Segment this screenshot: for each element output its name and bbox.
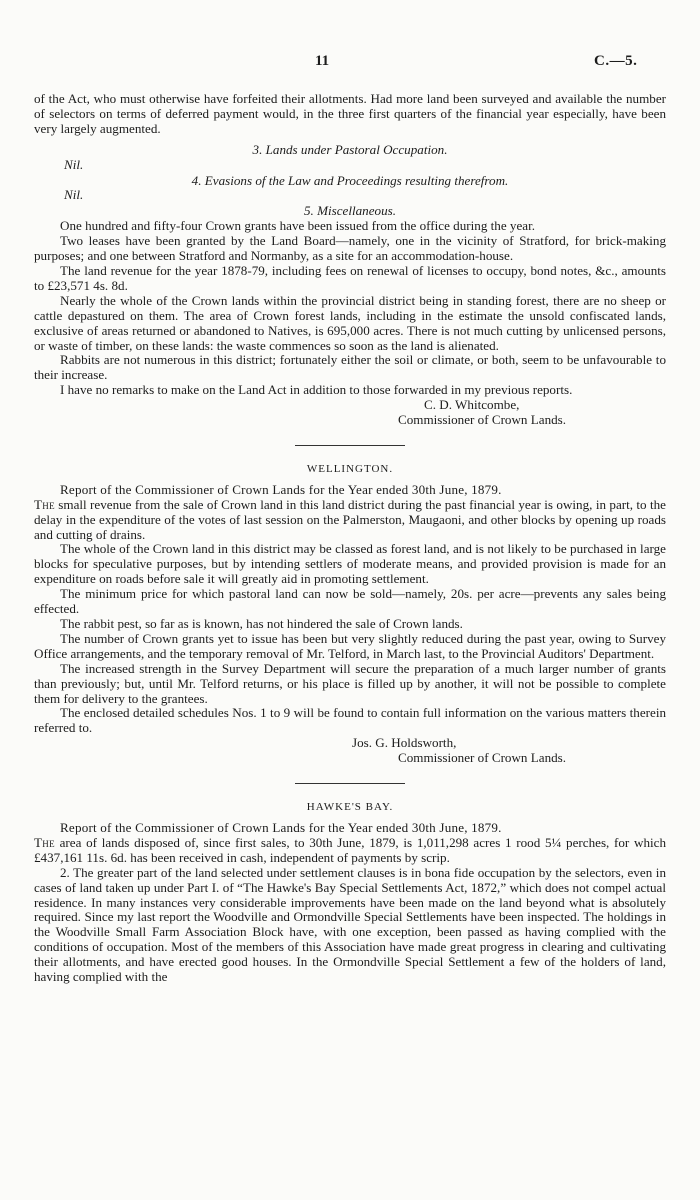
nil-pastoral: Nil. xyxy=(64,156,84,172)
wellington-report xyxy=(34,462,666,766)
section-title-wellington: WELLINGTON. xyxy=(306,462,394,475)
page-number: 11 xyxy=(315,53,330,69)
paragraph: The land revenue for the year 1878-79, including fees on renewal of licenses to occupy, bond notes, &c., amounts to £23,571 4s. 8d. xyxy=(34,262,666,293)
first-paragraph-text: area of lands disposed of, since first sales, to 30th June, 1879, is 1,011,298 acres 1 rood 5¼ perches, for which £437,161 11s. 6d. has been received in cash, independent of payments by scrip. xyxy=(34,834,666,865)
paragraph: The increased strength in the Survey Department will secure the preparation of a much larger number of grants than previously; but, until Mr. Telford returns, or his place is filled up by another, it will not be possible to complete them for delivery to the grantees. xyxy=(34,660,666,706)
paragraph: The number of Crown grants yet to issue has been but very slightly reduced during the past year, owing to Survey Office arrangements, and the temporary removal of Mr. Telford, in March last, to the Provincial Auditors' Department. xyxy=(34,630,666,661)
first-word: The xyxy=(34,834,55,850)
signature-name: Jos. G. Holdsworth, xyxy=(352,735,457,751)
paragraph: 2. The greater part of the land selected under settlement clauses is in bona fide occupation by the selectors, even in cases of land taken up under Part I. of “The Hawke's Bay Special Settlements Act, 1872,” which does not compel actual residence. In many instances very considerable improvements have been made on the land beyond what is absolutely required. Since my last report the Woodville and Ormondville Special Settlements have been inspected. The holdings in the Woodville Small Farm Association Block have, with one exception, been passed as having complied with the conditions of occupation. Most of the members of this Association have made great progress in clearing and cultivating their allotments, and have erected good houses. In the Ormondville Special Settlement a few of the holders of land, having complied with the xyxy=(34,864,666,985)
first-paragraph xyxy=(34,498,666,543)
heading-miscellaneous: 5. Miscellaneous. xyxy=(303,203,396,219)
paragraph: I have no remarks to make on the Land Act in addition to those forwarded in my previous reports. xyxy=(60,382,573,398)
paragraph: The rabbit pest, so far as is known, has not hindered the sale of Crown lands. xyxy=(60,616,463,631)
paragraph: One hundred and fifty-four Crown grants have been issued from the office during the year. xyxy=(60,218,535,234)
first-paragraph xyxy=(34,836,666,866)
report-title: Report of the Commissioner of Crown Lands for the Year ended 30th June, 1879. xyxy=(60,481,502,497)
signature-name: C. D. Whitcombe, xyxy=(424,397,520,413)
page-body xyxy=(34,92,666,985)
opening-paragraph: of the Act, who must otherwise have forfeited their allotments. Had more land been surveyed and available the number of selectors on terms of deferred payment would, in the three first quarters of the financial year especially, have been very largely augmented. xyxy=(34,91,666,136)
nil-evasions: Nil. xyxy=(64,187,84,203)
heading-evasions: 4. Evasions of the Law and Proceedings resulting therefrom. xyxy=(191,172,509,188)
signature-title: Commissioner of Crown Lands. xyxy=(398,750,567,766)
document-reference: C.—5. xyxy=(594,53,638,69)
signature-title: Commissioner of Crown Lands. xyxy=(398,412,567,428)
paragraph: Two leases have been granted by the Land Board—namely, one in the vicinity of Stratford, for brick-making purposes; and one between Stratford and Normanby, as a site for an accommodation-house. xyxy=(34,233,666,264)
paragraph: The whole of the Crown land in this district may be classed as forest land, and is not likely to be purchased in large blocks for speculative purposes, but by intending settlers of moderate means, and provided provision is made for an expenditure on roads before sale it will greatly aid in promoting settlement. xyxy=(34,541,666,587)
section-divider xyxy=(295,783,405,784)
taranaki-continuation xyxy=(34,92,666,428)
hawkes-bay-report xyxy=(34,800,666,985)
section-title-hawkes-bay: HAWKE'S BAY. xyxy=(306,801,394,814)
heading-pastoral-occupation: 3. Lands under Pastoral Occupation. xyxy=(252,141,448,157)
paragraph: Nearly the whole of the Crown lands within the provincial district being in standing forest, there are no sheep or cattle depastured on them. The area of Crown forest lands, including in the estimate the unsold confiscated lands, exclusive of areas returned or abandoned to Natives, is 695,000 acres. There is not much cutting by unlicensed persons, or waste of timber, on these lands: the waste commences so soon as the land is alienated. xyxy=(34,292,666,353)
paragraph: The enclosed detailed schedules Nos. 1 to 9 will be found to contain full information on the various matters therein referred to. xyxy=(34,705,666,736)
report-title: Report of the Commissioner of Crown Lands for the Year ended 30th June, 1879. xyxy=(60,819,502,835)
paragraph: Rabbits are not numerous in this district; fortunately either the soil or climate, or both, seem to be unfavourable to their increase. xyxy=(34,352,666,383)
first-paragraph-text: small revenue from the sale of Crown land in this land district during the past financial year is owing, in part, to the delay in the expenditure of the votes of last session on the Palmerston, Maugaoni, and other blocks by opening up roads and cutting of drains. xyxy=(34,496,666,542)
first-word: The xyxy=(34,496,55,512)
paragraph: The minimum price for which pastoral land can now be sold—namely, 20s. per acre—prevents any sales being effected. xyxy=(34,586,666,617)
section-divider xyxy=(295,445,405,446)
